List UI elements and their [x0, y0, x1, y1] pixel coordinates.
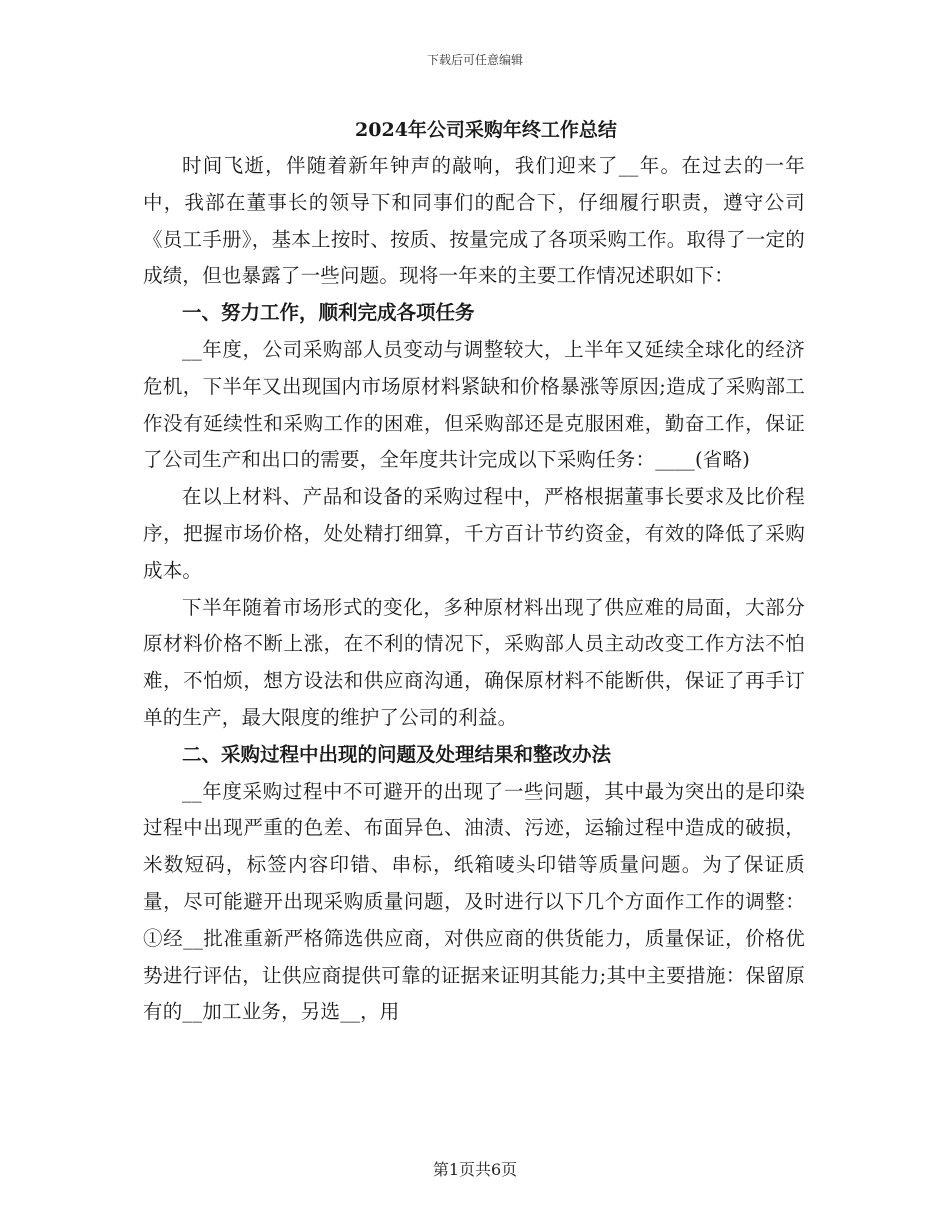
paragraph-section1-tasks: __年度，公司采购部人员变动与调整较大，上半年又延续全球化的经济危机，下半年又出现国内市场原材料紧缺和价格暴涨等原因;造成了采购部工作没有延续性和采购工作的困难，但采购部还是克服困难，勤奋工作，保证了公司生产和出口的需要，全年度共计完成以下采购任务：____(省略) [143, 337, 805, 472]
page-number: 第1页共6页 [432, 1160, 518, 1179]
document-title: 2024年公司采购年终工作总结 [355, 119, 617, 141]
section-heading-2: 二、采购过程中出现的问题及处理结果和整改办法 [182, 742, 612, 766]
paragraph-section1-cost: 在以上材料、产品和设备的采购过程中，严格根据董事长要求及比价程序，把握市场价格，处处精打细算，千方百计节约资金，有效的降低了采购成本。 [143, 485, 805, 582]
header-note: 下载后可任意编辑 [426, 53, 523, 67]
paragraph-section1-market: 下半年随着市场形式的变化，多种原材料出现了供应难的局面，大部分原材料价格不断上涨，在不利的情况下，采购部人员主动改变工作方法不怕难，不怕烦，想方设法和供应商沟通，确保原材料不能断供，保证了再手订单的生产，最大限度的维护了公司的利益。 [143, 595, 805, 729]
paragraph-section2-issues: __年度采购过程中不可避开的出现了一些问题，其中最为突出的是印染过程中出现严重的色差、布面异色、油渍、污迹，运输过程中造成的破损，米数短码，标签内容印错、串标，纸箱唛头印错等质量问题。为了保证质量，尽可能避开出现采购质量问题，及时进行以下几个方面作工作的调整：①经__批准重新严格筛选供应商，对供应商的供货能力，质量保证，价格优势进行评估，让供应商提供可靠的证据来证明其能力;其中主要措施：保留原有的__加工业务，另选__，用 [143, 779, 805, 1024]
paragraph-intro: 时间飞逝，伴随着新年钟声的敲响，我们迎来了__年。在过去的一年中，我部在董事长的领导下和同事们的配合下，仔细履行职责，遵守公司《员工手册》，基本上按时、按质、按量完成了各项采购工作。取得了一定的成绩，但也暴露了一些问题。现将一年来的主要工作情况述职如下： [143, 154, 805, 288]
document-body [143, 112, 805, 1031]
section-heading-1: 一、努力工作，顺利完成各项任务 [182, 301, 475, 325]
